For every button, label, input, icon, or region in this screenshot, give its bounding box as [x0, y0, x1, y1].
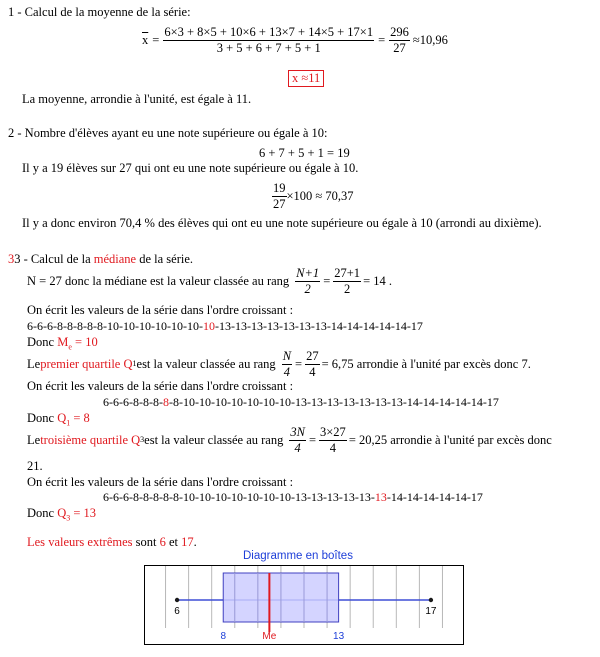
- mean-formula: $\overline{x}$ = $\frac{6\times 3 + 8\times 5 + 10\times 6 + 13\times 7 + 14\times 5 + 17\times 1}{3 + 5 + 6 + 7 + 5 + 1}$ = $\frac{296}{27}$ ≈10,96: [142, 25, 448, 55]
- q1-rank-line: Le premier quartile Q 1 est la valeur classée au rang $\frac{N}{4}$ = $\frac{27}{4}$ = 6,75 arrondie à l'unité par excès donc 7.: [27, 349, 531, 379]
- label-q3: 13: [333, 631, 345, 642]
- mean-symbol: $\overline{x}$: [142, 32, 149, 47]
- sum-line: 6 + 7 + 5 + 1 = 19: [259, 146, 350, 160]
- order-label-1: On écrit les valeurs de la série dans l'ordre croissant :: [27, 303, 294, 317]
- series-q1: 6-6-6-8-8-8-8-8-10-10-10-10-10-10-10-13-13-13-13-13-13-13-14-14-14-14-14-17: [103, 395, 499, 409]
- section2-heading: 2 - Nombre d'élèves ayant eu une note supérieure ou égale à 10:: [8, 126, 328, 140]
- percent-sentence: Il y a donc environ 70,4 % des élèves qui ont eu une note supérieure ou égale à 10 (arrondi au dixième).: [22, 216, 542, 230]
- extremes-line: Les valeurs extrêmes sont 6 et 17.: [27, 535, 197, 549]
- label-min: 6: [174, 606, 180, 617]
- series-q3: 6-6-6-8-8-8-8-8-10-10-10-10-10-10-10-13-13-13-13-13-13-14-14-14-14-14-17: [103, 490, 483, 504]
- median-rank-line: N = 27 donc la médiane est la valeur classée au rang $\frac{N+1}{2}$ = $\frac{27+1}{2}$ = 14 .: [27, 266, 392, 296]
- mean-denominator: 3 + 5 + 6 + 7 + 5 + 1: [216, 40, 321, 55]
- q3-rank-line: Le troisième quartile Q 3 est la valeur classée au rang $\frac{3N}{4}$ = $\frac{3\times 27}{4}$ = 20,25 arrondie à l'unité par excès donc: [27, 425, 552, 455]
- box-plot-chart: [144, 565, 464, 645]
- section1-heading: 1 - Calcul de la moyenne de la série:: [8, 5, 191, 19]
- q3-result: Donc $Q_3 = 13$: [27, 506, 97, 523]
- q3-result-continued: 21.: [27, 459, 43, 473]
- mean-fraction: [163, 26, 374, 54]
- mean-approx: ≈10,96: [412, 32, 448, 47]
- mean-fraction-simplified: $\frac{296}{27}$: [390, 25, 409, 55]
- percent-formula: $\frac{19}{27}$ ×100 ≈ 70,37: [273, 181, 354, 211]
- count-sentence: Il y a 19 élèves sur 27 qui ont eu une note supérieure ou égale à 10.: [22, 161, 359, 175]
- label-max: 17: [425, 606, 437, 617]
- order-label-2: On écrit les valeurs de la série dans l'ordre croissant :: [27, 379, 294, 393]
- section3-heading: 33 - Calcul de la médiane de la série.: [8, 252, 194, 266]
- chart-title: Diagramme en boîtes: [243, 550, 353, 562]
- q1-result: Donc $Q_1 = 8$: [27, 411, 90, 428]
- order-label-3: On écrit les valeurs de la série dans l'ordre croissant :: [27, 475, 294, 489]
- mean-boxed-result: x ≈11: [288, 70, 324, 87]
- mean-numerator: 6×3 + 8×5 + 10×6 + 13×7 + 14×5 + 17×1: [164, 25, 374, 39]
- label-q1: 8: [220, 631, 227, 642]
- median-result: Donc $M_e = 10$: [27, 335, 98, 352]
- mean-conclusion: La moyenne, arrondie à l'unité, est égale à 11.: [22, 92, 252, 106]
- series-median: 6-6-6-8-8-8-8-8-10-10-10-10-10-10-10-13-13-13-13-13-13-13-14-14-14-14-14-17: [27, 319, 423, 333]
- min-point: [175, 598, 179, 602]
- label-median: Me: [262, 631, 277, 642]
- max-point: [429, 598, 433, 602]
